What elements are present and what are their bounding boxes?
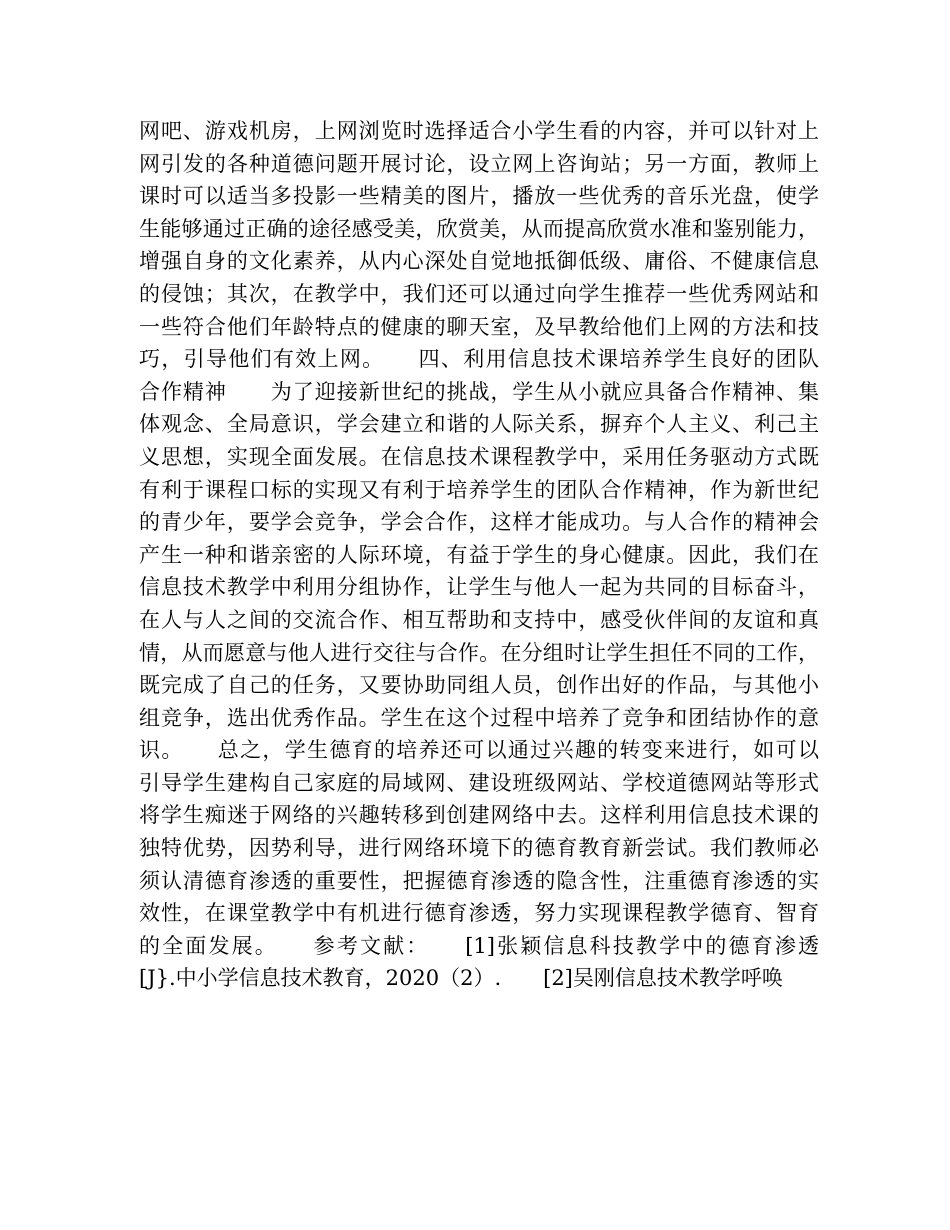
text-line: 体观念、全局意识，学会建立和谐的人际关系，摒弃个人主义、利己主 [139, 412, 819, 437]
text-line: [J}.中小学信息技术教育，2020（2）. [2]吴刚信息技术教学呼唤 [139, 966, 783, 991]
text-line: 有利于课程口标的实现又有利于培养学生的团队合作精神，作为新世纪 [139, 477, 819, 502]
text-line: 巧，引导他们有效上网。 四、利用信息技术课培养学生良好的团队 [139, 347, 819, 372]
text-line: 课时可以适当多投影一些精美的图片，播放一些优秀的音乐光盘，使学 [139, 184, 819, 209]
text-line: 义思想，实现全面发展。在信息技术课程教学中，采用任务驱动方式既 [139, 444, 819, 469]
text-line: 一些符合他们年龄特点的健康的聊天室，及早教给他们上网的方法和技 [139, 314, 819, 339]
text-line: 将学生痴迷于网络的兴趣转移到创建网络中去。这样利用信息技术课的 [139, 803, 819, 828]
text-line: 引导学生建构自己家庭的局域网、建设班级网站、学校道德网站等形式 [139, 770, 819, 795]
body-text [139, 115, 819, 995]
text-line: 的青少年，要学会竞争，学会合作，这样才能成功。与人合作的精神会 [139, 510, 819, 535]
text-line: 既完成了自己的任务，又要协助同组人员，创作出好的作品，与其他小 [139, 673, 819, 698]
text-line: 在人与人之间的交流合作、相互帮助和支持中，感受伙伴间的友谊和真 [139, 607, 819, 632]
text-line: 独特优势，因势利导，进行网络环境下的德育教育新尝试。我们教师必 [139, 836, 819, 861]
text-line: 识。 总之，学生德育的培养还可以通过兴趣的转变来进行，如可以 [139, 738, 819, 763]
text-line: 合作精神 为了迎接新世纪的挑战，学生从小就应具备合作精神、集 [139, 379, 819, 404]
text-line: 增强自身的文化素养，从内心深处自觉地抵御低级、庸俗、不健康信息 [139, 249, 819, 274]
text-line: 网吧、游戏机房，上网浏览时选择适合小学生看的内容，并可以针对上 [139, 119, 819, 143]
text-line: 组竞争，选出优秀作品。学生在这个过程中培养了竞争和团结协作的意 [139, 705, 819, 730]
text-line: 生能够通过正确的途径感受美，欣赏美，从而提高欣赏水准和鉴别能力， [139, 216, 819, 241]
text-line: 的侵蚀；其次，在教学中，我们还可以通过向学生推荐一些优秀网站和 [139, 281, 819, 306]
text-line: 网引发的各种道德问题开展讨论，设立网上咨询站；另一方面，教师上 [139, 151, 819, 176]
text-line: 效性，在课堂教学中有机进行德育渗透，努力实现课程教学德育、智育 [139, 901, 819, 926]
text-line: 产生一种和谐亲密的人际环境，有益于学生的身心健康。因此，我们在 [139, 542, 819, 567]
text-line: 的全面发展。 参考文献： [1]张颖信息科技教学中的德育渗透 [139, 933, 819, 958]
text-line: 情，从而愿意与他人进行交往与合作。在分组时让学生担任不同的工作， [139, 640, 819, 665]
text-line: 信息技术教学中利用分组协作，让学生与他人一起为共同的目标奋斗， [139, 575, 819, 600]
text-line: 须认清德育渗透的重要性，把握德育渗透的隐含性，注重德育渗透的实 [139, 868, 819, 893]
